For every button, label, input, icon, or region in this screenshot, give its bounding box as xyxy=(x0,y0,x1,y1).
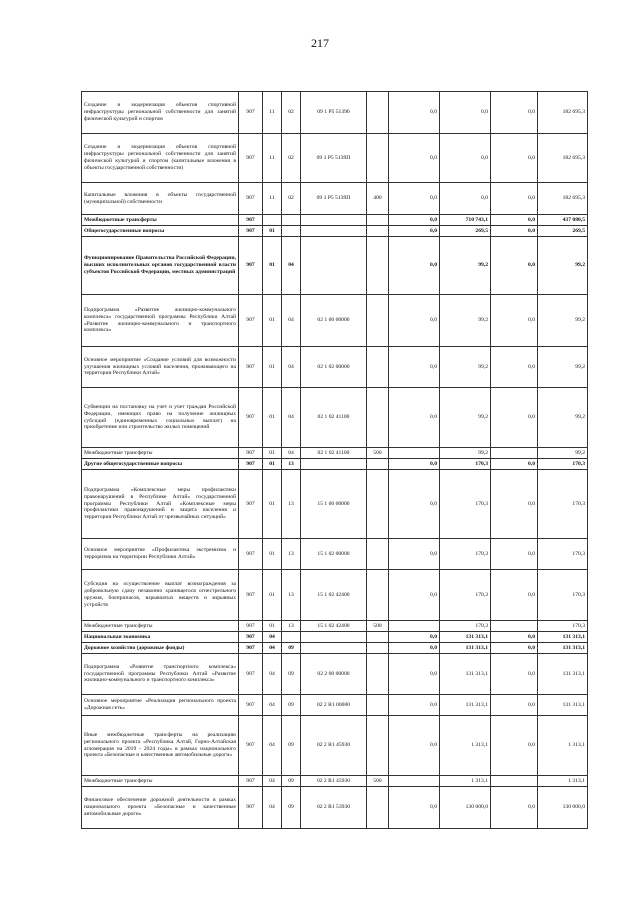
row-value-1: 0,0 xyxy=(389,695,440,716)
row-value-3: 0,0 xyxy=(491,632,538,643)
row-grbs: 907 xyxy=(239,226,263,237)
row-section: 01 xyxy=(263,295,282,347)
row-section xyxy=(263,215,282,226)
row-subsection xyxy=(282,226,301,237)
row-section: 01 xyxy=(263,237,282,295)
row-value-3: 0,0 xyxy=(491,716,538,776)
row-value-1: 0,0 xyxy=(389,716,440,776)
table-row xyxy=(82,183,588,215)
row-name: Межбюджетные трансферты xyxy=(82,215,239,226)
table-row xyxy=(82,695,588,716)
row-value-2: 170,3 xyxy=(440,570,491,621)
row-expense-type xyxy=(367,388,389,448)
row-grbs: 907 xyxy=(239,776,263,787)
row-value-4: 131 313,1 xyxy=(538,654,588,695)
row-value-2: 710 743,1 xyxy=(440,215,491,226)
row-section: 11 xyxy=(263,183,282,215)
row-grbs: 907 xyxy=(239,215,263,226)
row-value-4: 99,2 xyxy=(538,448,588,459)
row-value-2: 131 313,1 xyxy=(440,695,491,716)
table-row xyxy=(82,539,588,570)
row-value-4: 437 080,5 xyxy=(538,215,588,226)
row-section: 04 xyxy=(263,787,282,829)
row-grbs: 907 xyxy=(239,470,263,539)
table-row xyxy=(82,134,588,183)
row-grbs: 907 xyxy=(239,570,263,621)
row-target-article: 02 1 02 00000 xyxy=(301,347,367,388)
row-subsection: 13 xyxy=(282,470,301,539)
row-target-article xyxy=(301,215,367,226)
row-name: Основное мероприятие «Создание условий для возможности улучшения жилищных условий населения, проживающего на территории Республики Алтай» xyxy=(82,347,239,388)
row-value-1: 0,0 xyxy=(389,226,440,237)
row-subsection: 09 xyxy=(282,776,301,787)
row-value-2: 0,0 xyxy=(440,183,491,215)
row-value-3: 0,0 xyxy=(491,654,538,695)
table-row xyxy=(82,716,588,776)
row-value-2: 131 313,1 xyxy=(440,632,491,643)
row-value-3: 0,0 xyxy=(491,787,538,829)
row-section: 01 xyxy=(263,621,282,632)
row-target-article xyxy=(301,632,367,643)
row-name: Подпрограмма «Комплексные меры профилактики правонарушений в Республике Алтай» государственной программы Республики Алтай «Комплексные меры профилактики правонарушений и защита населения и территории Республики Алтай от чрезвычайных ситуаций» xyxy=(82,470,239,539)
row-target-article: 02 1 02 41100 xyxy=(301,388,367,448)
row-value-2: 170,3 xyxy=(440,470,491,539)
table-row xyxy=(82,776,588,787)
row-section: 04 xyxy=(263,643,282,654)
row-target-article xyxy=(301,459,367,470)
row-grbs: 907 xyxy=(239,695,263,716)
row-subsection: 09 xyxy=(282,787,301,829)
row-value-3: 0,0 xyxy=(491,92,538,134)
row-expense-type xyxy=(367,459,389,470)
row-value-4: 182 695,3 xyxy=(538,183,588,215)
row-target-article: 15 1 02 42400 xyxy=(301,621,367,632)
row-expense-type xyxy=(367,695,389,716)
row-expense-type xyxy=(367,237,389,295)
row-value-1: 0,0 xyxy=(389,237,440,295)
row-value-2: 99,2 xyxy=(440,347,491,388)
row-target-article xyxy=(301,237,367,295)
row-value-3: 0,0 xyxy=(491,388,538,448)
row-value-3 xyxy=(491,621,538,632)
row-subsection: 13 xyxy=(282,621,301,632)
row-target-article: 02 2 R1 45930 xyxy=(301,776,367,787)
row-name: Основное мероприятие «Профилактика экстремизма и терроризма на территории Республики Алтай» xyxy=(82,539,239,570)
row-section: 01 xyxy=(263,570,282,621)
row-target-article: 02 2 R1 53930 xyxy=(301,787,367,829)
row-target-article: 09 1 P5 5139П xyxy=(301,134,367,183)
row-value-1: 0,0 xyxy=(389,134,440,183)
page-number: 217 xyxy=(311,36,329,50)
row-subsection: 09 xyxy=(282,695,301,716)
row-subsection: 04 xyxy=(282,237,301,295)
table-row xyxy=(82,92,588,134)
row-value-2: 170,3 xyxy=(440,459,491,470)
row-name: Основное мероприятие «Реализация регионального проекта «Дорожная сеть» xyxy=(82,695,239,716)
table-row xyxy=(82,237,588,295)
row-section: 11 xyxy=(263,92,282,134)
row-value-2: 99,2 xyxy=(440,295,491,347)
row-grbs: 907 xyxy=(239,539,263,570)
row-section: 01 xyxy=(263,226,282,237)
row-value-1: 0,0 xyxy=(389,183,440,215)
row-expense-type xyxy=(367,226,389,237)
row-value-3: 0,0 xyxy=(491,459,538,470)
row-subsection: 04 xyxy=(282,347,301,388)
row-subsection: 09 xyxy=(282,643,301,654)
table-row xyxy=(82,215,588,226)
row-expense-type: 500 xyxy=(367,621,389,632)
row-section: 01 xyxy=(263,470,282,539)
row-name: Функционирование Правительства Российской Федерации, высших исполнительных органов государственной власти субъектов Российской Федерации, местных администраций xyxy=(82,237,239,295)
row-value-4: 182 695,3 xyxy=(538,92,588,134)
row-value-3: 0,0 xyxy=(491,183,538,215)
row-grbs: 907 xyxy=(239,295,263,347)
row-value-4: 99,2 xyxy=(538,295,588,347)
row-grbs: 907 xyxy=(239,643,263,654)
row-target-article: 09 1 P5 51390 xyxy=(301,92,367,134)
row-value-4: 131 313,1 xyxy=(538,643,588,654)
row-name: Подпрограмма «Развитие жилищно-коммунального комплекса» государственной программы Республики Алтай «Развитие жилищно-коммунального и транспортного комплекса» xyxy=(82,295,239,347)
row-value-3 xyxy=(491,448,538,459)
table-row xyxy=(82,632,588,643)
row-value-4: 99,2 xyxy=(538,237,588,295)
row-value-3: 0,0 xyxy=(491,134,538,183)
table-row xyxy=(82,226,588,237)
row-expense-type xyxy=(367,539,389,570)
row-value-1 xyxy=(389,776,440,787)
row-grbs: 907 xyxy=(239,92,263,134)
row-subsection: 02 xyxy=(282,183,301,215)
row-value-4: 131 313,1 xyxy=(538,695,588,716)
row-target-article: 02 2 R1 45930 xyxy=(301,716,367,776)
row-name: Капитальные вложения в объекты государственной (муниципальной) собственности xyxy=(82,183,239,215)
row-value-4: 170,3 xyxy=(538,621,588,632)
row-name: Иные межбюджетные трансферты на реализацию регионального проекта «Республика Алтай, Горно-Алтайская агломерация на 2019 - 2024 годы» в рамках национального проекта «Безопасные и качественные автомобильные дороги» xyxy=(82,716,239,776)
row-section: 04 xyxy=(263,695,282,716)
row-value-1: 0,0 xyxy=(389,470,440,539)
table-row xyxy=(82,570,588,621)
row-grbs: 907 xyxy=(239,716,263,776)
row-grbs: 907 xyxy=(239,654,263,695)
row-name: Другие общегосударственные вопросы xyxy=(82,459,239,470)
row-value-2: 170,3 xyxy=(440,621,491,632)
row-target-article: 15 1 02 00000 xyxy=(301,539,367,570)
row-target-article xyxy=(301,226,367,237)
row-subsection: 04 xyxy=(282,448,301,459)
row-value-3: 0,0 xyxy=(491,347,538,388)
row-expense-type xyxy=(367,654,389,695)
row-grbs: 907 xyxy=(239,621,263,632)
row-subsection xyxy=(282,632,301,643)
table-row xyxy=(82,459,588,470)
row-subsection: 04 xyxy=(282,295,301,347)
row-section: 11 xyxy=(263,134,282,183)
row-name: Создание и модернизация объектов спортивной инфраструктуры региональной собственности для занятий физической культурой и спортом xyxy=(82,92,239,134)
table-row xyxy=(82,654,588,695)
row-value-1 xyxy=(389,621,440,632)
row-value-4: 182 695,3 xyxy=(538,134,588,183)
row-name: Субсидия на осуществление выплат вознаграждения за добровольную сдачу незаконно хранящегося огнестрельного оружия, боеприпасов, взрывчатых веществ и взрывных устройств xyxy=(82,570,239,621)
row-name: Дорожное хозяйство (дорожные фонды) xyxy=(82,643,239,654)
row-expense-type xyxy=(367,787,389,829)
table-row xyxy=(82,621,588,632)
row-target-article: 09 1 P5 5139П xyxy=(301,183,367,215)
row-value-1: 0,0 xyxy=(389,643,440,654)
row-target-article: 15 1 00 00000 xyxy=(301,470,367,539)
row-value-4: 170,3 xyxy=(538,570,588,621)
row-name: Субвенции на постановку на учет и учет граждан Российской Федерации, имеющих право на получение жилищных субсидий (единовременных социальных выплат) на приобретение или строительство жилых помещений xyxy=(82,388,239,448)
row-grbs: 907 xyxy=(239,459,263,470)
row-expense-type xyxy=(367,134,389,183)
row-section: 01 xyxy=(263,539,282,570)
row-name: Национальная экономика xyxy=(82,632,239,643)
budget-table xyxy=(81,91,588,829)
row-target-article: 02 1 00 00000 xyxy=(301,295,367,347)
row-expense-type xyxy=(367,632,389,643)
row-value-2: 99,2 xyxy=(440,448,491,459)
row-value-1: 0,0 xyxy=(389,347,440,388)
row-expense-type xyxy=(367,570,389,621)
row-target-article: 02 1 02 41100 xyxy=(301,448,367,459)
row-expense-type xyxy=(367,347,389,388)
row-subsection: 13 xyxy=(282,570,301,621)
table-row xyxy=(82,388,588,448)
row-name: Общегосударственные вопросы xyxy=(82,226,239,237)
row-value-1: 0,0 xyxy=(389,632,440,643)
row-value-4: 1 313,1 xyxy=(538,776,588,787)
row-section: 01 xyxy=(263,347,282,388)
row-grbs: 907 xyxy=(239,347,263,388)
row-value-2: 130 000,0 xyxy=(440,787,491,829)
table-body xyxy=(82,92,588,829)
row-value-3: 0,0 xyxy=(491,295,538,347)
row-value-3: 0,0 xyxy=(491,539,538,570)
row-subsection: 02 xyxy=(282,92,301,134)
row-section: 01 xyxy=(263,388,282,448)
table-row xyxy=(82,295,588,347)
row-name: Финансовое обеспечение дорожной деятельности в рамках национального проекта «Безопасные и качественные автомобильные дороги» xyxy=(82,787,239,829)
row-grbs: 907 xyxy=(239,632,263,643)
row-name: Создание и модернизация объектов спортивной инфраструктуры региональной собственности для занятий физической культурой и спортом (капитальные вложения в объекты государственной собственности) xyxy=(82,134,239,183)
row-subsection: 04 xyxy=(282,388,301,448)
row-value-4: 170,3 xyxy=(538,539,588,570)
row-value-2: 131 313,1 xyxy=(440,643,491,654)
row-value-3: 0,0 xyxy=(491,643,538,654)
row-target-article: 15 1 02 42400 xyxy=(301,570,367,621)
row-value-4: 170,3 xyxy=(538,470,588,539)
row-name: Подпрограмма «Развитие транспортного комплекса» государственной программы Республики Алтай «Развитие жилищно-коммунального и транспортного комплекса» xyxy=(82,654,239,695)
row-value-3: 0,0 xyxy=(491,470,538,539)
row-value-2: 131 313,1 xyxy=(440,654,491,695)
row-subsection: 09 xyxy=(282,654,301,695)
row-value-3: 0,0 xyxy=(491,570,538,621)
row-expense-type xyxy=(367,470,389,539)
row-value-2: 170,3 xyxy=(440,539,491,570)
row-value-3: 0,0 xyxy=(491,695,538,716)
row-expense-type xyxy=(367,716,389,776)
row-value-1 xyxy=(389,448,440,459)
row-expense-type xyxy=(367,92,389,134)
row-section: 04 xyxy=(263,632,282,643)
row-value-1: 0,0 xyxy=(389,459,440,470)
row-expense-type xyxy=(367,215,389,226)
row-value-4: 99,2 xyxy=(538,347,588,388)
row-grbs: 907 xyxy=(239,183,263,215)
table-row xyxy=(82,347,588,388)
row-value-4: 269,5 xyxy=(538,226,588,237)
row-grbs: 907 xyxy=(239,237,263,295)
row-value-1: 0,0 xyxy=(389,295,440,347)
row-subsection: 13 xyxy=(282,539,301,570)
row-value-4: 130 000,0 xyxy=(538,787,588,829)
row-grbs: 907 xyxy=(239,134,263,183)
row-subsection: 13 xyxy=(282,459,301,470)
row-value-3 xyxy=(491,776,538,787)
row-section: 04 xyxy=(263,716,282,776)
table-row xyxy=(82,787,588,829)
row-subsection: 09 xyxy=(282,716,301,776)
row-name: Межбюджетные трансферты xyxy=(82,621,239,632)
row-value-2: 1 313,1 xyxy=(440,776,491,787)
table-row xyxy=(82,643,588,654)
row-section: 01 xyxy=(263,448,282,459)
row-value-4: 170,3 xyxy=(538,459,588,470)
row-value-1: 0,0 xyxy=(389,539,440,570)
row-expense-type: 500 xyxy=(367,776,389,787)
row-section: 04 xyxy=(263,776,282,787)
row-name: Межбюджетные трансферты xyxy=(82,448,239,459)
row-expense-type xyxy=(367,295,389,347)
row-target-article: 02 2 R1 00000 xyxy=(301,695,367,716)
row-subsection xyxy=(282,215,301,226)
row-grbs: 907 xyxy=(239,448,263,459)
row-value-2: 1 313,1 xyxy=(440,716,491,776)
row-grbs: 907 xyxy=(239,388,263,448)
row-section: 01 xyxy=(263,459,282,470)
row-target-article xyxy=(301,643,367,654)
row-value-1: 0,0 xyxy=(389,654,440,695)
row-grbs: 907 xyxy=(239,787,263,829)
row-subsection: 02 xyxy=(282,134,301,183)
row-value-4: 1 313,1 xyxy=(538,716,588,776)
row-value-1: 0,0 xyxy=(389,787,440,829)
table-row xyxy=(82,470,588,539)
row-value-4: 131 313,1 xyxy=(538,632,588,643)
row-expense-type: 400 xyxy=(367,183,389,215)
row-value-3: 0,0 xyxy=(491,237,538,295)
row-name: Межбюджетные трансферты xyxy=(82,776,239,787)
row-value-2: 0,0 xyxy=(440,92,491,134)
row-value-2: 269,5 xyxy=(440,226,491,237)
row-expense-type: 500 xyxy=(367,448,389,459)
row-value-3: 0,0 xyxy=(491,226,538,237)
row-value-1: 0,0 xyxy=(389,92,440,134)
row-section: 04 xyxy=(263,654,282,695)
table-row xyxy=(82,448,588,459)
row-value-2: 0,0 xyxy=(440,134,491,183)
row-value-3: 0,0 xyxy=(491,215,538,226)
row-value-1: 0,0 xyxy=(389,570,440,621)
row-value-2: 99,2 xyxy=(440,388,491,448)
row-value-1: 0,0 xyxy=(389,388,440,448)
row-value-2: 99,2 xyxy=(440,237,491,295)
row-value-1: 0,0 xyxy=(389,215,440,226)
row-expense-type xyxy=(367,643,389,654)
row-value-4: 99,2 xyxy=(538,388,588,448)
row-target-article: 02 2 00 00000 xyxy=(301,654,367,695)
